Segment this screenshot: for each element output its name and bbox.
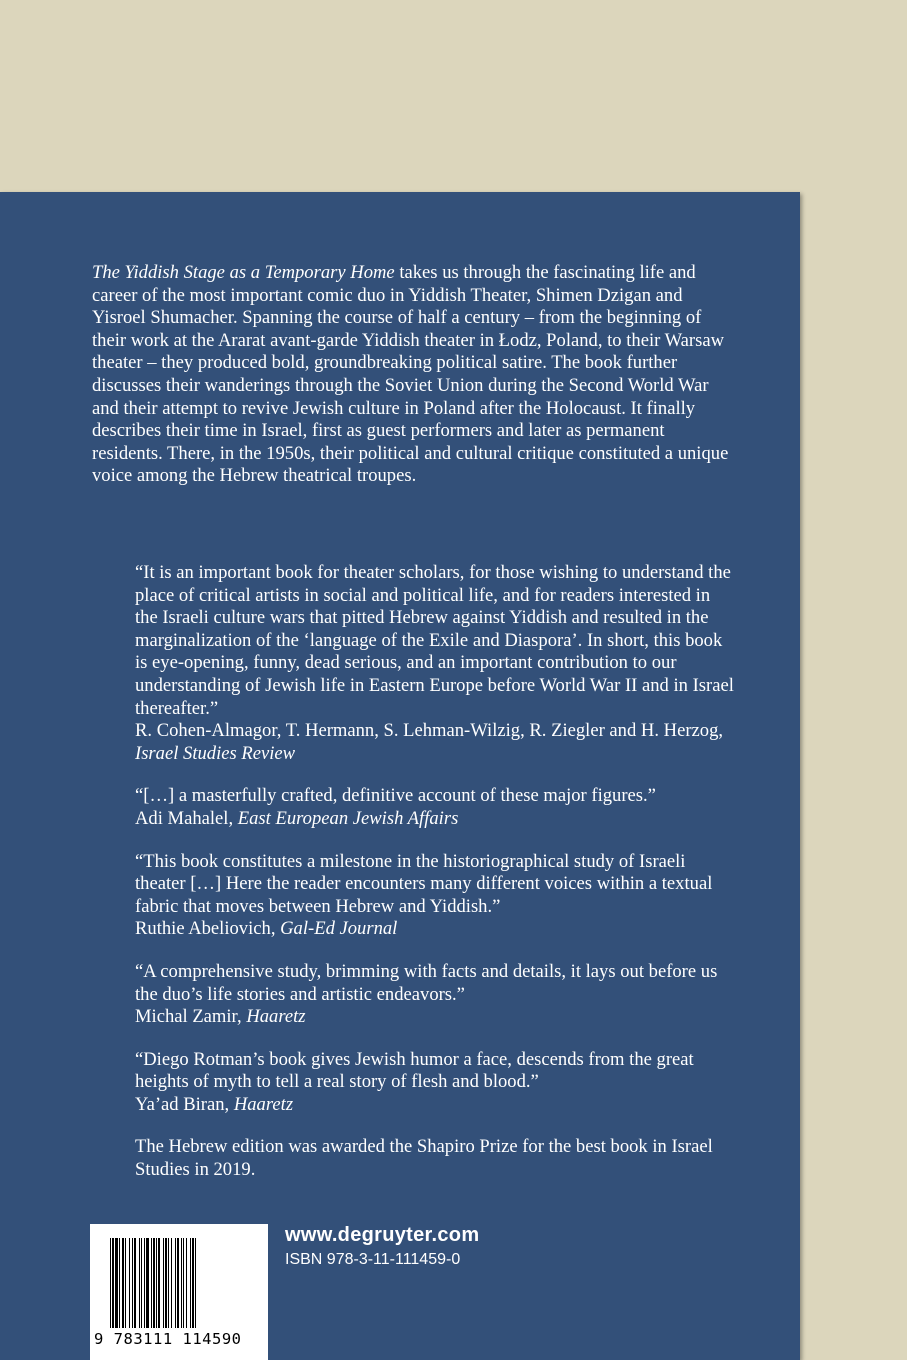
- review-source: Haaretz: [246, 1006, 306, 1028]
- review-quote: “A comprehensive study, brimming with facts and details, it lays out before us the duo’s life stories and artistic endeavors.”: [135, 960, 718, 1005]
- book-blurb: [92, 262, 732, 488]
- review-source: Israel Studies Review: [135, 742, 296, 764]
- barcode-bars: [110, 1238, 248, 1328]
- review-author: R. Cohen-Almagor, T. Hermann, S. Lehman-Wilzig, R. Ziegler and H. Herzog,: [135, 720, 724, 742]
- review-attribution: [135, 720, 735, 765]
- review-source: East European Jewish Affairs: [237, 807, 459, 829]
- review-source: Gal-Ed Journal: [280, 918, 398, 940]
- review-quote: “[…] a masterfully crafted, definitive account of these major figures.”: [135, 785, 656, 807]
- publisher-url[interactable]: www.degruyter.com: [285, 1224, 480, 1246]
- review-author: Michal Zamir,: [135, 1006, 247, 1028]
- barcode-digits: 9 783111 114590: [94, 1330, 242, 1348]
- review-author: Ya’ad Biran,: [135, 1093, 234, 1115]
- reviews-section: [135, 562, 735, 1182]
- isbn-number: ISBN 978-3-11-111459-0: [285, 1251, 461, 1268]
- review-quote: “It is an important book for theater scholars, for those wishing to understand the place of critical artists in social and political life, and for readers interested in the Israeli culture wars that pitted Hebrew against Yiddish and resulted in the marginalization of the ‘language of the Exile and Diaspora’. In short, this book is eye-opening, funny, dead serious, and an important contribution to our understanding of Jewish life in Eastern Europe before World War II and in Israel thereafter.”: [135, 562, 734, 719]
- review: [135, 785, 735, 830]
- book-title: The Yiddish Stage as a Temporary Home: [92, 262, 395, 283]
- review-author: Ruthie Abeliovich,: [135, 918, 281, 940]
- review-source: Haaretz: [233, 1093, 294, 1115]
- review-attribution: [135, 1094, 735, 1117]
- review: [135, 562, 735, 765]
- award-note: The Hebrew edition was awarded the Shapiro Prize for the best book in Israel Studies in 2019.: [135, 1136, 713, 1181]
- review-attribution: [135, 918, 735, 941]
- review-quote: “Diego Rotman’s book gives Jewish humor a face, descends from the great heights of myth to tell a real story of flesh and blood.”: [135, 1048, 694, 1093]
- review: [135, 1049, 735, 1117]
- review: [135, 961, 735, 1029]
- review-author: Adi Mahalel,: [135, 807, 238, 829]
- review: [135, 851, 735, 941]
- back-cover: [0, 192, 800, 1360]
- review-attribution: [135, 1006, 735, 1029]
- blurb-text: takes us through the fascinating life and career of the most important comic duo in Yiddish Theater, Shimen Dzigan and Yisroel Shumacher. Spanning the course of half a century – from the beginning of their work at the Ararat avant-garde Yiddish theater in Łodz, Poland, to their Warsaw theater – they produced bold, groundbreaking political satire. The book further discusses their wanderings through the Soviet Union during the Second World War and their attempt to revive Jewish culture in Poland after the Holocaust. It finally describes their time in Israel, first as guest performers and later as permanent residents. There, in the 1950s, their political and cultural critique constituted a unique voice among the Hebrew theatrical troupes.: [92, 262, 729, 487]
- barcode: [90, 1224, 268, 1360]
- review-quote: “This book constitutes a milestone in the historiographical study of Israeli theater […] Here the reader encounters many different voices within a textual fabric that moves between Hebrew and Yiddish.”: [135, 850, 713, 917]
- publisher-info: [285, 1224, 479, 1269]
- review-attribution: [135, 808, 735, 831]
